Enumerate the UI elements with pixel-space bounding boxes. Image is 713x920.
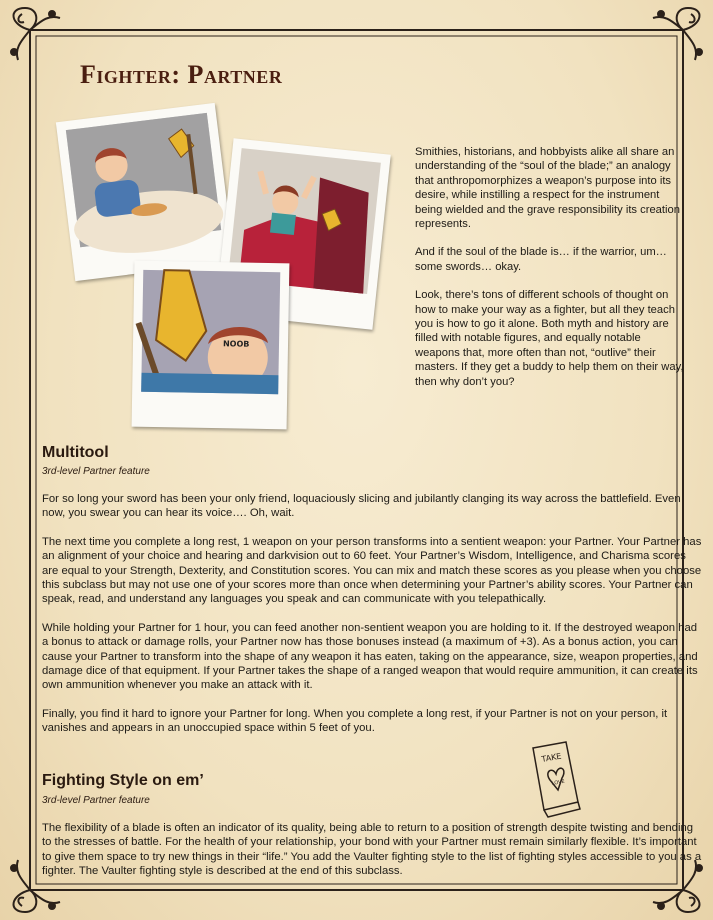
love-note-top-text: TAKE	[540, 751, 563, 764]
section-subheading-fighting-style: 3rd-level Partner feature	[42, 795, 150, 806]
photo-noob-label: NOOB	[222, 339, 250, 349]
body-paragraph: The next time you complete a long rest, 1 weapon on your person transforms into a sentient weapon: your Partner. Your Partner has an alignment of your choice and hearing and darkvision out to 60 feet. Your Partner’s Wisdom, Intelligence, and Charisma scores are equal to your Strength, Dexterity, and Constitution scores. You can mix and match these scores as you please when you choose this subclass but may not use one of your scores more than once when determining your Partner’s ability scores. Your Partner can speak, read, and understand any languages you speak and can communicate with you telepathically.	[42, 535, 702, 606]
section-subheading-multitool: 3rd-level Partner feature	[42, 466, 150, 477]
section-heading-multitool: Multitool	[42, 444, 109, 461]
body-paragraph: Finally, you find it hard to ignore your Partner for long. When you complete a long rest, if your Partner is not on your person, it vanishes and appears in an unoccupied space within 5 feet of you.	[42, 707, 668, 735]
intro-paragraph: Smithies, historians, and hobbyists alike all share an understanding of the “soul of the blade;” an analogy that anthropomorphizes a weapon’s purpose into its desire, while instilling a respect for the instrument being wielded and the grave responsibility its creation represents.	[415, 146, 680, 231]
photo-noob	[132, 261, 290, 430]
body-paragraph: The flexibility of a blade is often an indicator of its quality, being able to return to a position of strength despite twisting and bending to the stresses of battle. For the health of your relationship, your bond with your Partner must remain similarly flexible. It’s important to give them space to try new things in their “life.” You add the Vaulter fighting style to the list of fighting styles accessible to you as a fighter. The Vaulter fighting style is described at the end of this subclass.	[42, 822, 702, 878]
section-heading-fighting-style: Fighting Style on em’	[42, 772, 204, 789]
page-title: Fighter: Partner	[80, 60, 283, 89]
love-note-illustration	[528, 740, 583, 820]
photo-dinner-date	[56, 103, 234, 281]
intro-paragraph: Look, there’s tons of different schools of thought on how to make your way as a fighter, but all they teach you is how to go it alone. Both myth and history are filled with notable figures, and equally notable weapons that, more often than not, “outlive” their masters. If they get a buddy to help them on their way, then why don’t you?	[415, 289, 684, 388]
intro-paragraph: And if the soul of the blade is… if the warrior, um… some swords… okay.	[415, 246, 667, 273]
body-paragraph: For so long your sword has been your only friend, loquaciously slicing and jubilantly clanging its way across the battlefield. Even now, you swear you can hear its voice…. Oh, wait.	[42, 493, 681, 520]
section-body-fighting-style	[42, 821, 702, 893]
body-paragraph: While holding your Partner for 1 hour, you can feed another non-sentient weapon you are holding to it. If the destroyed weapon had a bonus to attack or damage rolls, your Partner now has those bonuses instead (a maximum of +3). As a bonus action, you can cause your Partner to transform into the shape of any weapon it has eaten, taking on the appearance, size, weapon properties, and damage dice of that equipment. If your Partner takes the shape of a ranged weapon that would require ammunition, it can create its own ammunition whenever you make an attack with it.	[42, 621, 698, 692]
love-note-bottom-text: LOVE	[551, 778, 566, 787]
section-body-multitool	[42, 492, 702, 750]
intro-text	[415, 145, 685, 403]
